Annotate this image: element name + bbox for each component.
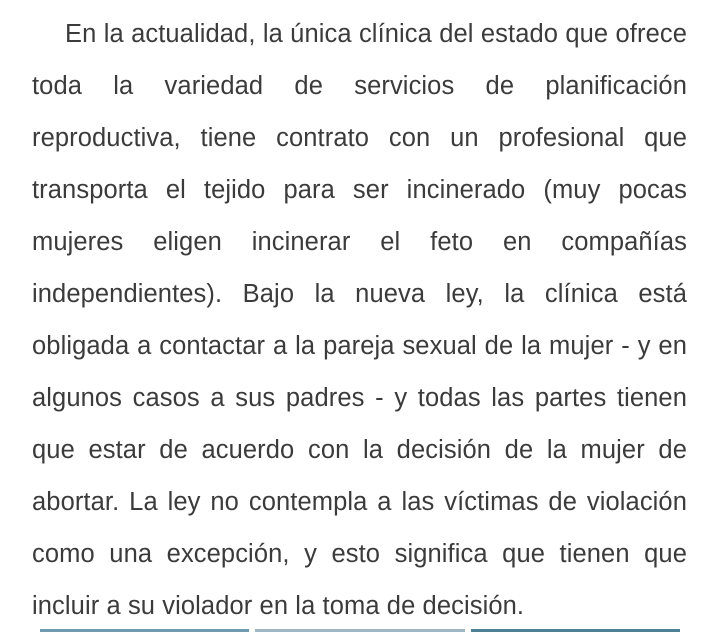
article-paragraph: En la actualidad, la única clínica del estado que ofrece toda la variedad de servicios de planificación reproductiva, tiene contrato con un profesional que transporta el tejido para ser incinerado (muy pocas mujeres eligen incinerar el feto en compañías independientes). Bajo la nueva ley, la clínica está obligada a contactar a la pareja sexual de la mujer - y en algunos casos a sus padres - y todas las partes tienen que estar de acuerdo con la decisión de la mujer de abortar. La ley no contempla a las víctimas de violación como una excepción, y esto significa que tienen que incluir a su violador en la toma de decisión. — [32, 20, 687, 620]
